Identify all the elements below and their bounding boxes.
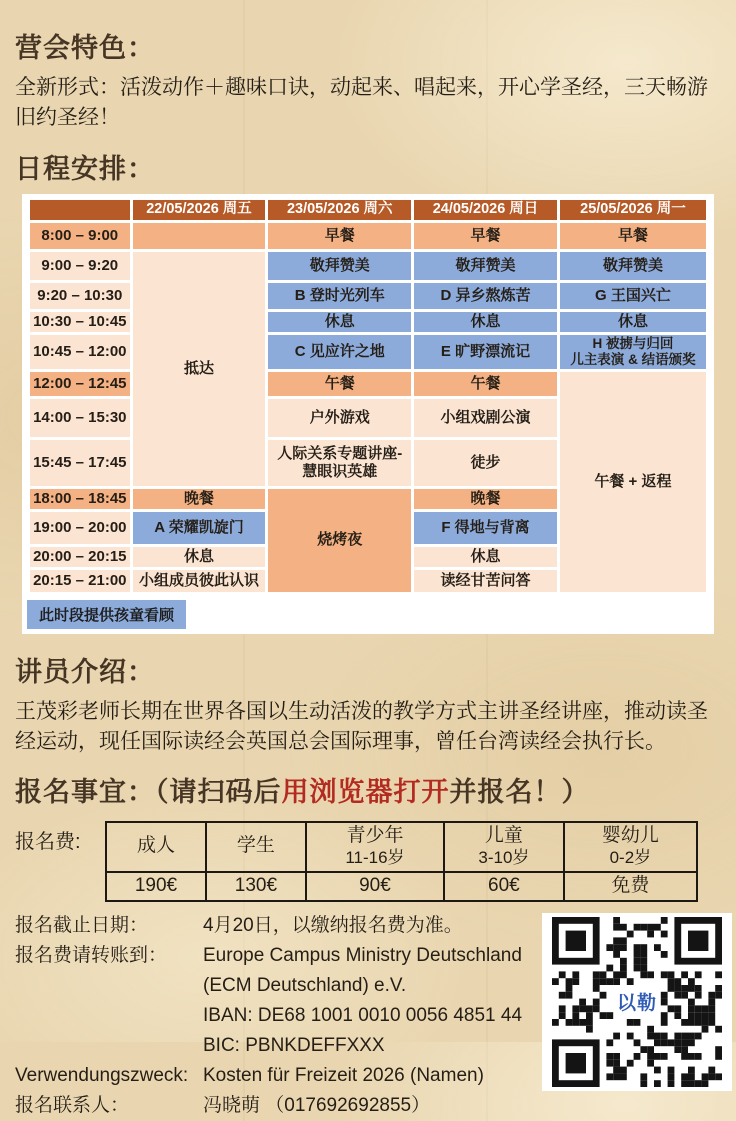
- time-cell: 20:15 – 21:00: [30, 570, 130, 592]
- flyer-page: [0, 26, 736, 1121]
- time-cell: 19:00 – 20:00: [30, 512, 130, 544]
- features-text: 全新形式：活泼动作＋趣味口诀，动起来、唱起来，开心学圣经，三天畅游旧约圣经！: [15, 76, 708, 130]
- fee-header-row: [106, 822, 697, 872]
- schedule-heading: 日程安排：: [15, 153, 155, 184]
- fee-table: [105, 821, 698, 902]
- cell-breakfast: 早餐: [414, 223, 557, 249]
- bank-name-line1: Europe Campus Ministry Deutschland: [203, 944, 522, 966]
- schedule-table-container: [22, 194, 714, 634]
- cell-rest: 休息: [414, 547, 557, 567]
- row-0800: [30, 223, 706, 249]
- fee-child-price: 60€: [444, 872, 564, 901]
- speaker-text: 王茂彩老师长期在世界各国以生动活泼的教学方式主讲圣经讲座，推动读圣经运动，现任国际读经会英国总会国际理事，曾任台湾读经会执行长。: [15, 699, 708, 754]
- speaker-heading: 讲员介绍：: [15, 656, 155, 687]
- fee-col-infant: 婴幼儿 0-2岁: [564, 822, 697, 872]
- header-monday: 25/05/2026 周一: [560, 200, 706, 220]
- registration-info: [15, 911, 542, 1121]
- info-row-contact: 报名联系人： 冯晓萌 （017692692855）: [15, 1091, 542, 1121]
- cell-rest: 休息: [133, 547, 266, 567]
- registration-info-section: [15, 911, 732, 1121]
- bank-iban: IBAN: DE68 1001 0010 0056 4851 44: [203, 1004, 523, 1026]
- qr-center-label: 以勒: [614, 988, 660, 1015]
- cell-rest: 休息: [560, 312, 706, 332]
- info-row-purpose: Verwendungszweck: Kosten für Freizeit 2026 (Namen): [15, 1064, 484, 1086]
- fee-col-adult: 成人: [106, 822, 206, 872]
- cell-dinner: 晚餐: [414, 489, 557, 509]
- time-cell: 14:00 – 15:30: [30, 399, 130, 437]
- info-row-bank: 报名费请转账到： Europe Campus Ministry Deutschland (ECM Deutschland) e.V. IBAN: DE68 1001 0010 0056 4851 44 BIC: PBNKDEFFXXX: [15, 941, 542, 1061]
- bank-name-line2: (ECM Deutschland) e.V.: [203, 974, 407, 996]
- fee-adult-price: 190€: [106, 872, 206, 901]
- fee-section: [15, 821, 698, 902]
- header-time-col: [30, 200, 130, 220]
- cell-lecture: 人际关系专题讲座- 慧眼识英雄: [268, 440, 411, 486]
- cell-rest: 休息: [414, 312, 557, 332]
- childcare-note-badge: 此时段提供孩童看顾: [27, 600, 186, 629]
- registration-heading: 报名事宜：（请扫码后用浏览器打开并报名！）: [15, 776, 590, 807]
- row-1045: [30, 335, 706, 369]
- fee-youth-price: 90€: [306, 872, 444, 901]
- time-cell: 15:45 – 17:45: [30, 440, 130, 486]
- fee-student-price: 130€: [206, 872, 306, 901]
- fee-col-youth: 青少年 11-16岁: [306, 822, 444, 872]
- cell-session-g: G 王国兴亡: [560, 283, 706, 309]
- cell-group-drama: 小组戏剧公演: [414, 399, 557, 437]
- cell-arrive: 抵达: [133, 252, 266, 486]
- cell-bbq-night: 烧烤夜: [268, 489, 411, 592]
- qr-code: [542, 913, 732, 1091]
- row-0920: [30, 283, 706, 309]
- fee-label: 报名费:: [15, 830, 81, 853]
- fee-value-row: [106, 872, 697, 901]
- time-cell: 9:20 – 10:30: [30, 283, 130, 309]
- cell-dinner: 晚餐: [133, 489, 266, 509]
- cell-session-e: E 旷野漂流记: [414, 335, 557, 369]
- cell-bible-qa: 读经甘苦问答: [414, 570, 557, 592]
- header-sunday: 24/05/2026 周日: [414, 200, 557, 220]
- cell-lunch: 午餐: [414, 372, 557, 396]
- info-row-deadline: 报名截止日期： 4月20日，以缴纳报名费为准。: [15, 914, 463, 936]
- time-cell: 10:45 – 12:00: [30, 335, 130, 369]
- row-0900: [30, 252, 706, 280]
- cell-hike: 徒步: [414, 440, 557, 486]
- registration-heading-highlight: 用浏览器打开: [281, 776, 450, 807]
- cell-session-d: D 异乡熬炼苦: [414, 283, 557, 309]
- time-cell: 8:00 – 9:00: [30, 223, 130, 249]
- cell-breakfast: 早餐: [560, 223, 706, 249]
- cell-worship: 敬拜赞美: [268, 252, 411, 280]
- cell-rest: 休息: [268, 312, 411, 332]
- cell-session-c: C 见应许之地: [268, 335, 411, 369]
- cell-worship: 敬拜赞美: [560, 252, 706, 280]
- cell-session-b: B 登时光列车: [268, 283, 411, 309]
- header-friday: 22/05/2026 周五: [133, 200, 266, 220]
- cell-session-a: A 荣耀凯旋门: [133, 512, 266, 544]
- cell-session-h: H 被掳与归回 儿主表演 & 结语颁奖: [560, 335, 706, 369]
- cell-worship: 敬拜赞美: [414, 252, 557, 280]
- time-cell: 18:00 – 18:45: [30, 489, 130, 509]
- time-cell: 10:30 – 10:45: [30, 312, 130, 332]
- schedule-table: [27, 197, 709, 595]
- fee-col-child: 儿童 3-10岁: [444, 822, 564, 872]
- contact-person: 冯晓萌 （017692692855）: [203, 1094, 431, 1116]
- time-cell: 20:00 – 20:15: [30, 547, 130, 567]
- schedule-header-row: [30, 200, 706, 220]
- time-cell: 12:00 – 12:45: [30, 372, 130, 396]
- cell-breakfast: 早餐: [268, 223, 411, 249]
- row-1200: [30, 372, 706, 396]
- fee-col-student: 学生: [206, 822, 306, 872]
- features-heading: 营会特色：: [15, 33, 155, 63]
- time-cell: 9:00 – 9:20: [30, 252, 130, 280]
- cell-outdoor-games: 户外游戏: [268, 399, 411, 437]
- cell-lunch-return: 午餐 + 返程: [560, 372, 706, 592]
- row-1030: [30, 312, 706, 332]
- cell-lunch: 午餐: [268, 372, 411, 396]
- header-saturday: 23/05/2026 周六: [268, 200, 411, 220]
- fee-infant-price: 免费: [564, 872, 697, 901]
- bank-bic: BIC: PBNKDEFFXXX: [203, 1034, 385, 1056]
- cell-group-intro: 小组成员彼此认识: [133, 570, 266, 592]
- cell-session-f: F 得地与背离: [414, 512, 557, 544]
- cell-empty: [133, 223, 266, 249]
